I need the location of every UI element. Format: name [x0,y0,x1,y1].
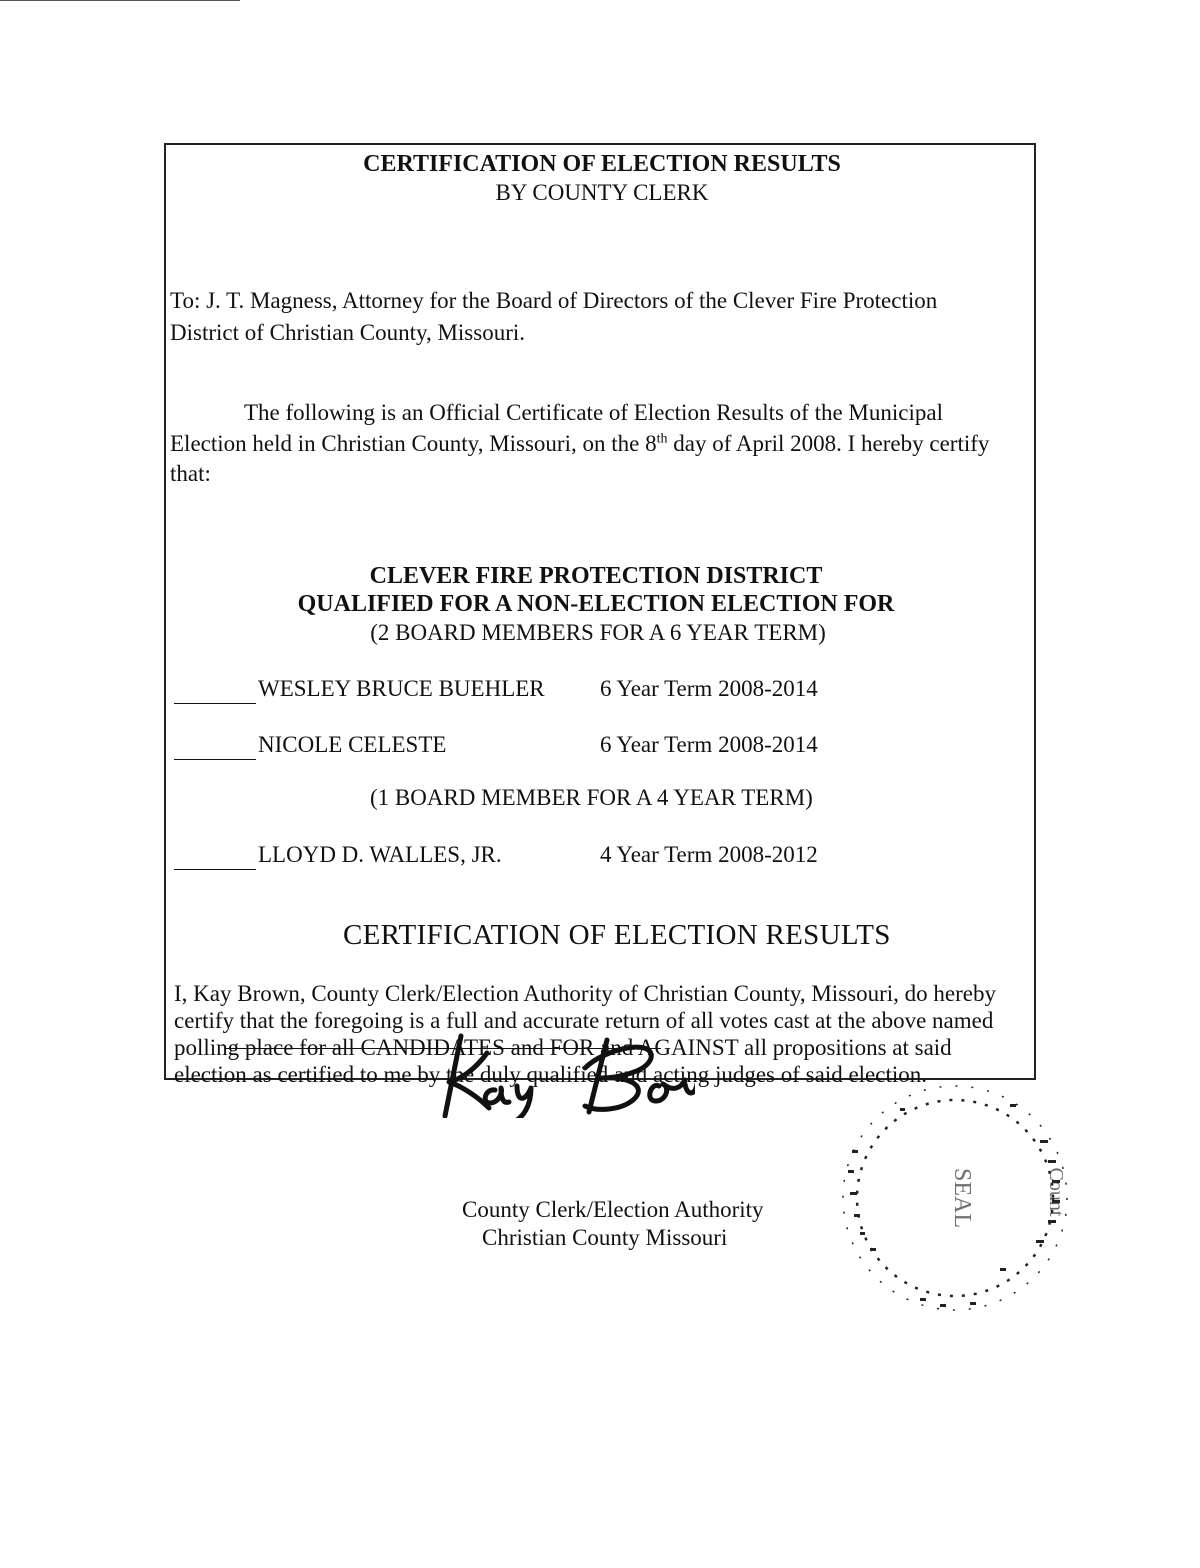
candidate-term: 6 Year Term 2008-2014 [600,732,818,757]
ordinal-suffix: th [656,431,668,447]
district-name: CLEVER FIRE PROTECTION DISTRICT [369,563,823,589]
candidate-row [174,839,502,870]
county-seal-stamp [830,1080,1080,1330]
seal-rim-text: Count [1045,1167,1067,1217]
certification-line-3: polling place for all CANDIDATES and FOR and AGAINST all propositions at said [174,1035,952,1060]
certification-line-1: I, Kay Brown, County Clerk/Election Authority of Christian County, Missouri, do hereby [174,981,996,1006]
candidate-name: NICOLE CELESTE [258,732,447,757]
seal-text: SEAL [949,1168,975,1228]
candidate-term: 6 Year Term 2008-2014 [600,676,818,701]
signer-county: Christian County Missouri [482,1225,728,1250]
intro-line-1: The following is an Official Certificate of Election Results of the Municipal [244,400,943,425]
candidate-row [174,673,545,704]
addressee-line-2: District of Christian County, Missouri. [170,320,526,345]
scan-edge-artifact [0,0,240,4]
qualified-heading: QUALIFIED FOR A NON-ELECTION ELECTION FOR [297,591,895,617]
vote-blank [174,739,256,760]
certification-line-2: certify that the foregoing is a full and accurate return of all votes cast at the above named [174,1008,994,1033]
intro-line-2 [170,428,989,459]
group-1-heading: (2 BOARD MEMBERS FOR A 6 YEAR TERM) [370,620,826,645]
document-title: CERTIFICATION OF ELECTION RESULTS [363,151,841,177]
document-subtitle: BY COUNTY CLERK [495,180,709,205]
candidate-name: LLOYD D. WALLES, JR. [258,842,502,867]
certification-heading: CERTIFICATION OF ELECTION RESULTS [343,919,891,951]
candidate-row [174,729,446,760]
candidate-name: WESLEY BRUCE BUEHLER [258,676,545,701]
candidate-term: 4 Year Term 2008-2012 [600,842,818,867]
signer-title: County Clerk/Election Authority [462,1197,764,1222]
vote-blank [174,849,256,870]
signature-line [225,1048,661,1049]
intro-line-3: that: [170,461,211,486]
certification-line-4: election as certified to me by the duly qualified and acting judges of said election. [174,1062,928,1087]
vote-blank [174,683,256,704]
intro-line-2-start: Election held in Christian County, Missouri, on the 8 [170,431,657,456]
addressee-line-1: To: J. T. Magness, Attorney for the Board of Directors of the Clever Fire Protection [170,288,938,313]
intro-line-2-end: day of April 2008. I hereby certify [667,431,990,456]
signature-image [255,1008,695,1118]
certificate-frame [164,143,1036,1087]
group-2-heading: (1 BOARD MEMBER FOR A 4 YEAR TERM) [370,785,813,810]
